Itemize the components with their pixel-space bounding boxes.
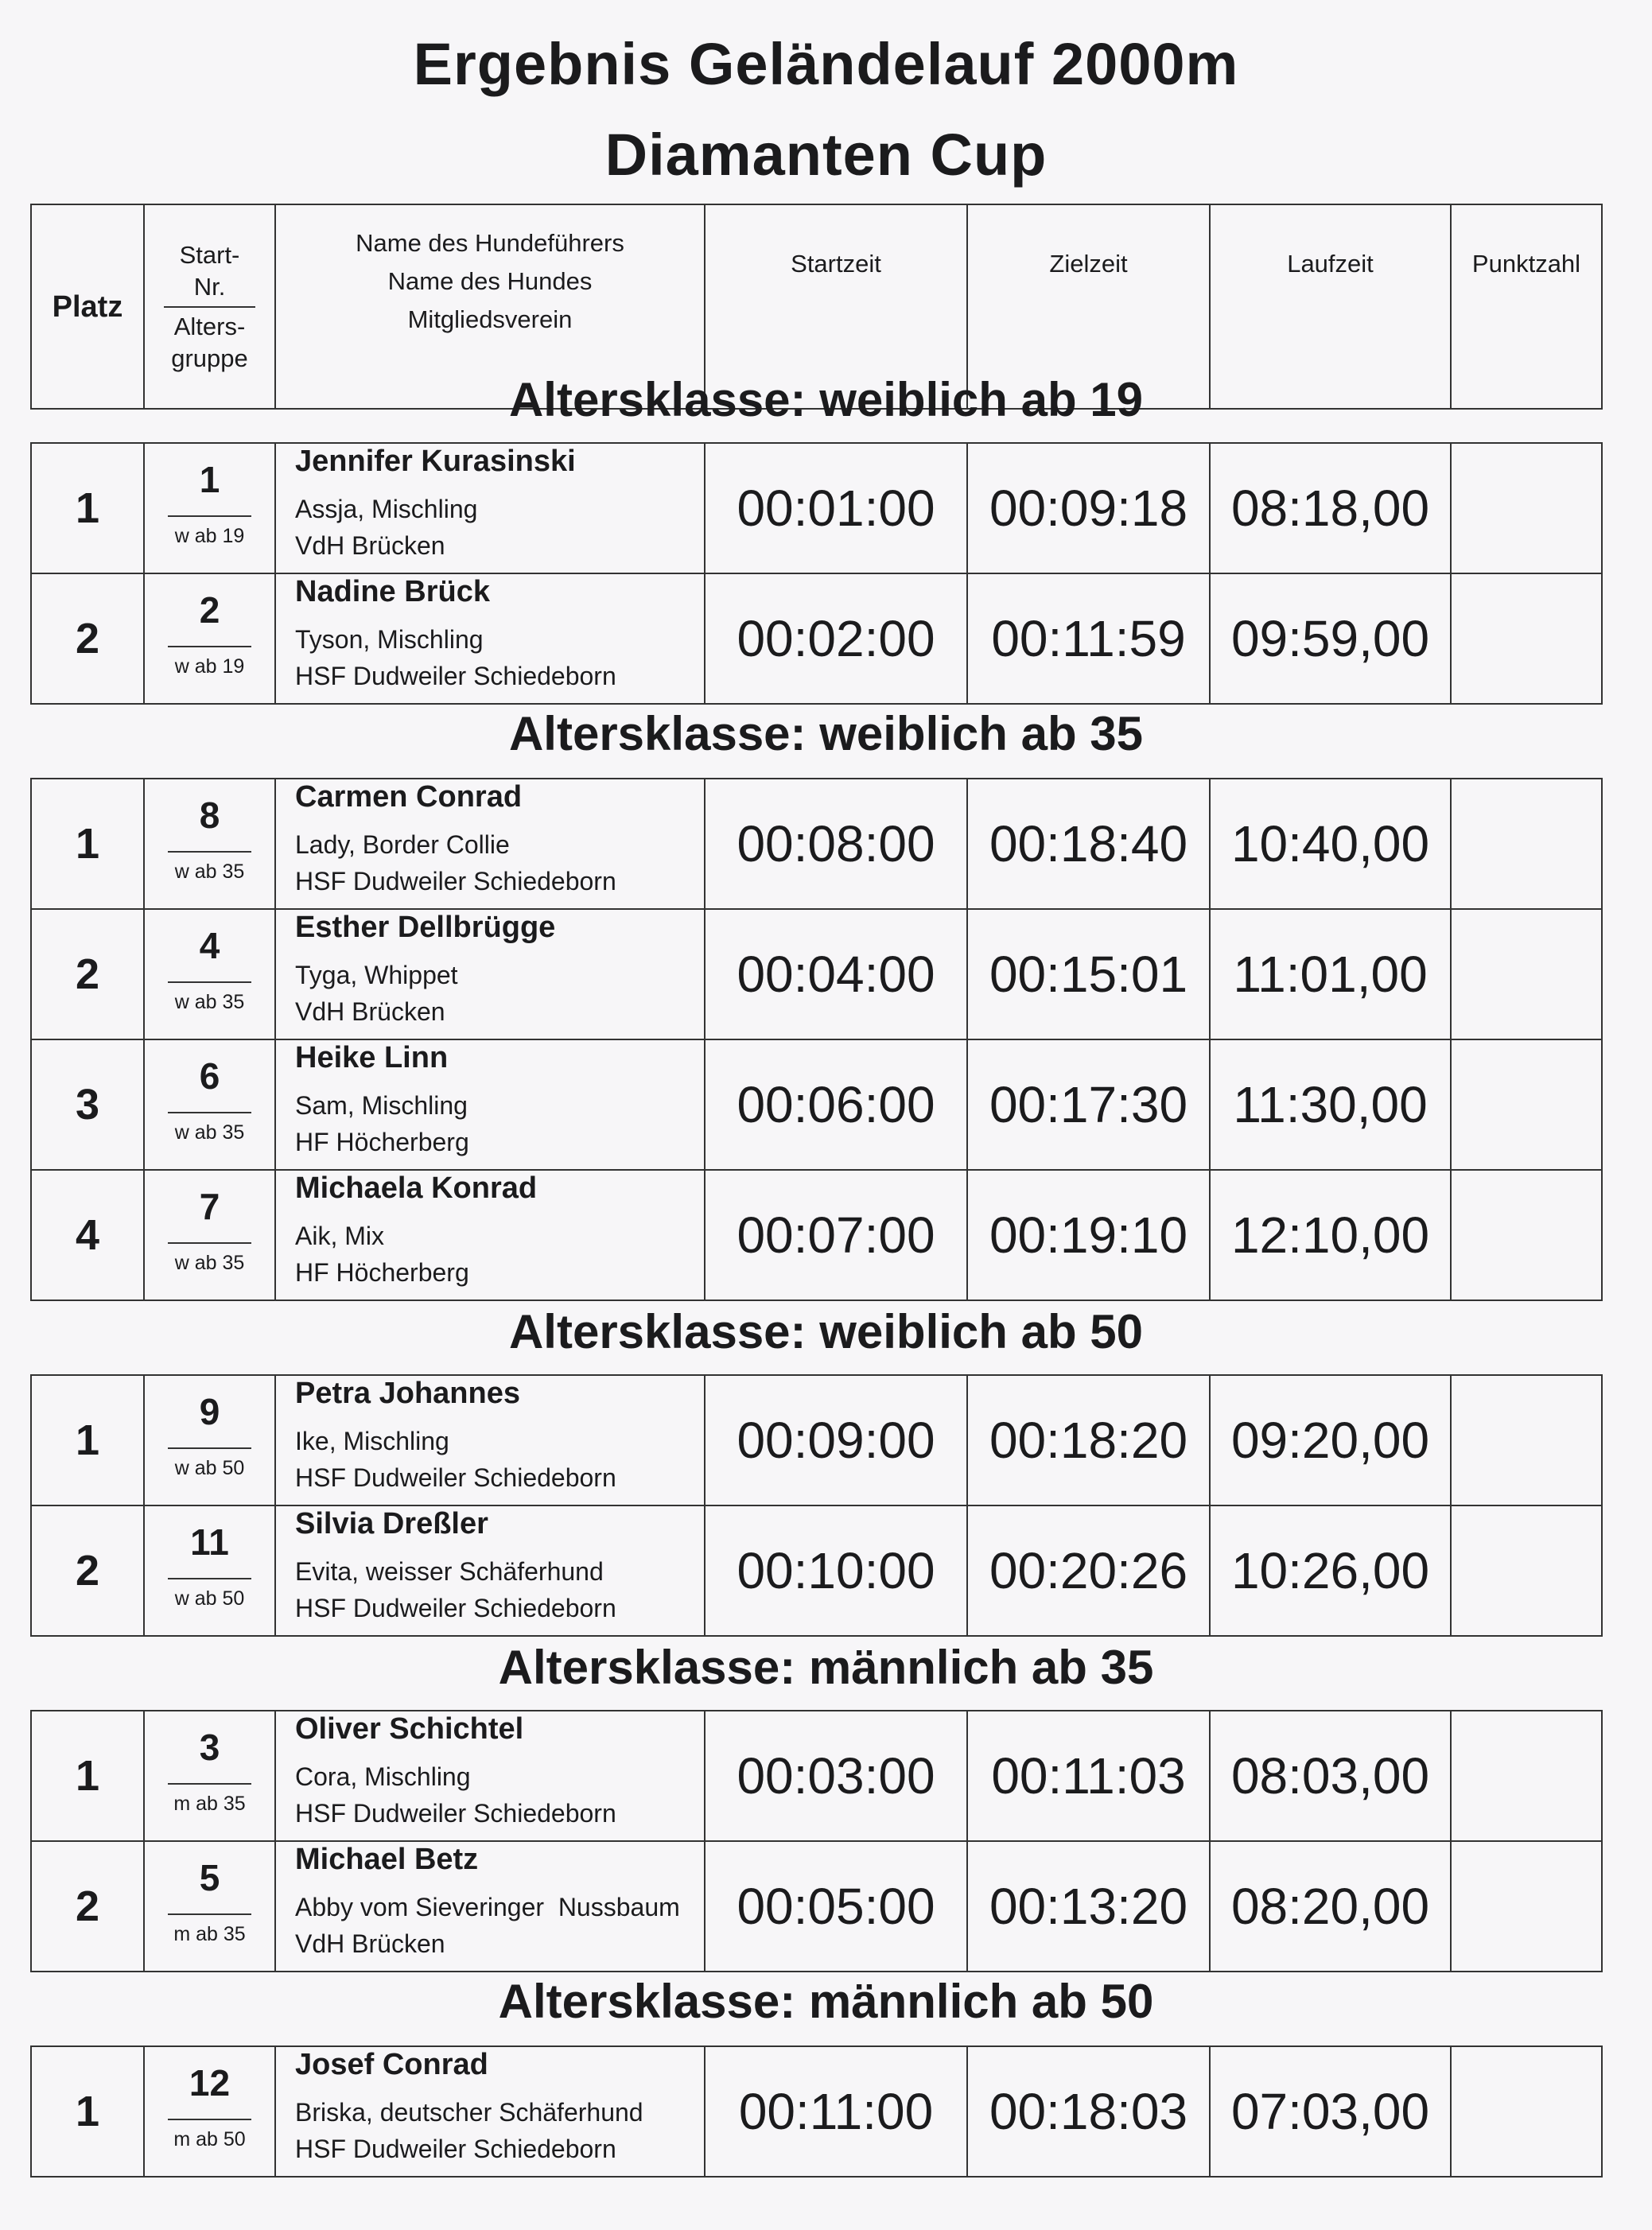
platz-cell: 3: [31, 1039, 144, 1170]
header-start-nr-label: Start- Nr.: [179, 240, 240, 301]
start-cell: [144, 779, 275, 909]
laufzeit-cell: 10:26,00: [1210, 1505, 1451, 1636]
age-group: w ab 50: [174, 1456, 245, 1479]
club-name: HSF Dudweiler Schiedeborn: [295, 1594, 616, 1622]
handler-name: Josef Conrad: [295, 2048, 488, 2081]
start-divider: [168, 1578, 251, 1579]
age-group: w ab 35: [174, 990, 245, 1013]
participant-cell: [275, 1375, 705, 1505]
punktzahl-cell: [1451, 1170, 1602, 1300]
club-name: HF Höcherberg: [295, 1258, 469, 1287]
start-number: 3: [199, 1726, 220, 1768]
start-divider: [168, 1242, 251, 1244]
laufzeit-cell: 07:03,00: [1210, 2046, 1451, 2177]
platz-cell: 1: [31, 1711, 144, 1841]
header-divider: [164, 306, 255, 308]
page-title: Ergebnis Geländelauf 2000m: [413, 31, 1239, 97]
age-group: m ab 50: [173, 2127, 246, 2150]
club-name: HF Höcherberg: [295, 1128, 469, 1156]
platz-cell: 1: [31, 779, 144, 909]
punktzahl-cell: [1451, 1711, 1602, 1841]
zielzeit-cell: 00:18:03: [967, 2046, 1210, 2177]
club-name: VdH Brücken: [295, 997, 445, 1026]
results-table: [30, 442, 1603, 705]
participant-cell: [275, 1711, 705, 1841]
header-startzeit: Startzeit: [705, 204, 967, 409]
table-row: [31, 1711, 1602, 1841]
platz-cell: 1: [31, 443, 144, 573]
zielzeit-cell: 00:09:18: [967, 443, 1210, 573]
start-number: 11: [190, 1521, 229, 1563]
table-row: [31, 1841, 1602, 1972]
results-table: [30, 778, 1603, 1301]
club-name: VdH Brücken: [295, 1929, 445, 1958]
age-group: m ab 35: [173, 1792, 246, 1815]
start-divider: [168, 515, 251, 517]
platz-cell: 1: [31, 1375, 144, 1505]
startzeit-cell: 00:10:00: [705, 1505, 967, 1636]
header-zielzeit: Zielzeit: [967, 204, 1210, 409]
platz-cell: 2: [31, 573, 144, 704]
age-class-heading: Altersklasse: weiblich ab 19: [508, 373, 1144, 426]
start-number: 4: [199, 924, 220, 966]
club-name: HSF Dudweiler Schiedeborn: [295, 2135, 616, 2163]
laufzeit-cell: 12:10,00: [1210, 1170, 1451, 1300]
age-class-heading: Altersklasse: männlich ab 35: [498, 1641, 1154, 1694]
laufzeit-cell: 09:20,00: [1210, 1375, 1451, 1505]
handler-name: Michael Betz: [295, 1843, 479, 1876]
zielzeit-cell: 00:17:30: [967, 1039, 1210, 1170]
platz-cell: 2: [31, 1841, 144, 1972]
dog-name: Assja, Mischling: [295, 495, 478, 523]
club-name: HSF Dudweiler Schiedeborn: [295, 1463, 616, 1492]
zielzeit-cell: 00:20:26: [967, 1505, 1210, 1636]
laufzeit-cell: 09:59,00: [1210, 573, 1451, 704]
results-table: [30, 1710, 1603, 1972]
punktzahl-cell: [1451, 779, 1602, 909]
startzeit-cell: 00:02:00: [705, 573, 967, 704]
participant-cell: [275, 1505, 705, 1636]
start-divider: [168, 1783, 251, 1785]
start-cell: [144, 2046, 275, 2177]
start-divider: [168, 1112, 251, 1113]
startzeit-cell: 00:08:00: [705, 779, 967, 909]
table-row: [31, 1375, 1602, 1505]
startzeit-cell: 00:06:00: [705, 1039, 967, 1170]
club-name: VdH Brücken: [295, 531, 445, 560]
startzeit-cell: 00:07:00: [705, 1170, 967, 1300]
age-group: w ab 19: [174, 524, 245, 547]
handler-name: Silvia Dreßler: [295, 1507, 488, 1540]
start-number: 5: [199, 1856, 220, 1898]
start-divider: [168, 981, 251, 983]
start-number: 2: [199, 589, 220, 631]
start-number: 12: [189, 2061, 231, 2104]
handler-name: Heike Linn: [295, 1041, 449, 1074]
start-number: 9: [199, 1390, 220, 1432]
header-punktzahl: Punktzahl: [1451, 204, 1602, 409]
punktzahl-cell: [1451, 1039, 1602, 1170]
dog-name: Cora, Mischling: [295, 1762, 471, 1791]
dog-name: Aik, Mix: [295, 1222, 384, 1250]
table-row: [31, 1505, 1602, 1636]
startzeit-cell: 00:05:00: [705, 1841, 967, 1972]
laufzeit-cell: 08:18,00: [1210, 443, 1451, 573]
start-cell: [144, 909, 275, 1039]
start-cell: [144, 443, 275, 573]
start-number: 6: [199, 1055, 220, 1097]
handler-name: Michaela Konrad: [295, 1171, 538, 1205]
punktzahl-cell: [1451, 1841, 1602, 1972]
laufzeit-cell: 11:01,00: [1210, 909, 1451, 1039]
platz-cell: 4: [31, 1170, 144, 1300]
zielzeit-cell: 00:18:40: [967, 779, 1210, 909]
punktzahl-cell: [1451, 909, 1602, 1039]
age-group: w ab 35: [174, 1121, 245, 1144]
start-number: 7: [199, 1185, 220, 1227]
start-cell: [144, 573, 275, 704]
handler-name: Carmen Conrad: [295, 780, 523, 814]
handler-name: Petra Johannes: [295, 1377, 520, 1410]
age-group: w ab 35: [174, 860, 245, 883]
participant-cell: [275, 779, 705, 909]
age-class-heading: Altersklasse: weiblich ab 50: [508, 1305, 1144, 1358]
dog-name: Ike, Mischling: [295, 1427, 449, 1455]
handler-name: Jennifer Kurasinski: [295, 445, 576, 478]
zielzeit-cell: 00:15:01: [967, 909, 1210, 1039]
start-number: 1: [199, 458, 220, 500]
handler-name: Oliver Schichtel: [295, 1712, 524, 1746]
platz-cell: 1: [31, 2046, 144, 2177]
dog-name: Sam, Mischling: [295, 1091, 468, 1120]
start-cell: [144, 1711, 275, 1841]
dog-name: Abby vom Sieveringer Nussbaum: [295, 1893, 680, 1921]
table-row: [31, 1039, 1602, 1170]
handler-name: Esther Dellbrügge: [295, 911, 556, 944]
zielzeit-cell: 00:19:10: [967, 1170, 1210, 1300]
start-divider: [168, 646, 251, 647]
table-row: [31, 779, 1602, 909]
dog-name: Briska, deutscher Schäferhund: [295, 2098, 643, 2127]
table-row: [31, 443, 1602, 573]
table-row: [31, 1170, 1602, 1300]
laufzeit-cell: 11:30,00: [1210, 1039, 1451, 1170]
age-group: w ab 35: [174, 1251, 245, 1274]
age-group: m ab 35: [173, 1922, 246, 1945]
dog-name: Tyga, Whippet: [295, 961, 458, 989]
age-group: w ab 50: [174, 1587, 245, 1610]
participant-cell: [275, 909, 705, 1039]
startzeit-cell: 00:11:00: [705, 2046, 967, 2177]
start-divider: [168, 1447, 251, 1449]
start-divider: [168, 2119, 251, 2120]
startzeit-cell: 00:09:00: [705, 1375, 967, 1505]
start-cell: [144, 1039, 275, 1170]
club-name: HSF Dudweiler Schiedeborn: [295, 1799, 616, 1828]
platz-cell: 2: [31, 909, 144, 1039]
punktzahl-cell: [1451, 573, 1602, 704]
zielzeit-cell: 00:18:20: [967, 1375, 1210, 1505]
laufzeit-cell: 10:40,00: [1210, 779, 1451, 909]
club-name: HSF Dudweiler Schiedeborn: [295, 662, 616, 690]
laufzeit-cell: 08:20,00: [1210, 1841, 1451, 1972]
zielzeit-cell: 00:11:59: [967, 573, 1210, 704]
participant-cell: [275, 573, 705, 704]
table-row: [31, 909, 1602, 1039]
startzeit-cell: 00:04:00: [705, 909, 967, 1039]
punktzahl-cell: [1451, 1375, 1602, 1505]
participant-cell: [275, 1039, 705, 1170]
startzeit-cell: 00:01:00: [705, 443, 967, 573]
handler-name: Nadine Brück: [295, 575, 490, 608]
participant-cell: [275, 443, 705, 573]
header-platz: Platz: [31, 204, 144, 409]
age-class-heading: Altersklasse: weiblich ab 35: [508, 707, 1144, 760]
start-cell: [144, 1505, 275, 1636]
start-cell: [144, 1170, 275, 1300]
punktzahl-cell: [1451, 2046, 1602, 2177]
platz-cell: 2: [31, 1505, 144, 1636]
startzeit-cell: 00:03:00: [705, 1711, 967, 1841]
header-altersgruppe-label: Alters- gruppe: [171, 312, 248, 372]
page-subtitle: Diamanten Cup: [604, 122, 1048, 188]
results-table: [30, 2045, 1603, 2178]
dog-name: Lady, Border Collie: [295, 830, 510, 859]
age-class-heading: Altersklasse: männlich ab 50: [498, 1975, 1154, 2028]
header-name-line3: Mitgliedsverein: [407, 305, 573, 333]
punktzahl-cell: [1451, 443, 1602, 573]
table-row: [31, 573, 1602, 704]
dog-name: Evita, weisser Schäferhund: [295, 1557, 604, 1586]
dog-name: Tyson, Mischling: [295, 625, 484, 654]
start-cell: [144, 1375, 275, 1505]
zielzeit-cell: 00:11:03: [967, 1711, 1210, 1841]
participant-cell: [275, 1841, 705, 1972]
age-group: w ab 19: [174, 655, 245, 678]
results-table: [30, 1374, 1603, 1637]
header-name-line1: Name des Hundeführers: [356, 229, 624, 257]
zielzeit-cell: 00:13:20: [967, 1841, 1210, 1972]
start-number: 8: [199, 794, 220, 836]
start-divider: [168, 1913, 251, 1915]
participant-cell: [275, 2046, 705, 2177]
participant-cell: [275, 1170, 705, 1300]
header-name-line2: Name des Hundes: [387, 267, 593, 295]
header-laufzeit: Laufzeit: [1210, 204, 1451, 409]
club-name: HSF Dudweiler Schiedeborn: [295, 867, 616, 895]
punktzahl-cell: [1451, 1505, 1602, 1636]
laufzeit-cell: 08:03,00: [1210, 1711, 1451, 1841]
start-divider: [168, 851, 251, 853]
table-row: [31, 2046, 1602, 2177]
start-cell: [144, 1841, 275, 1972]
